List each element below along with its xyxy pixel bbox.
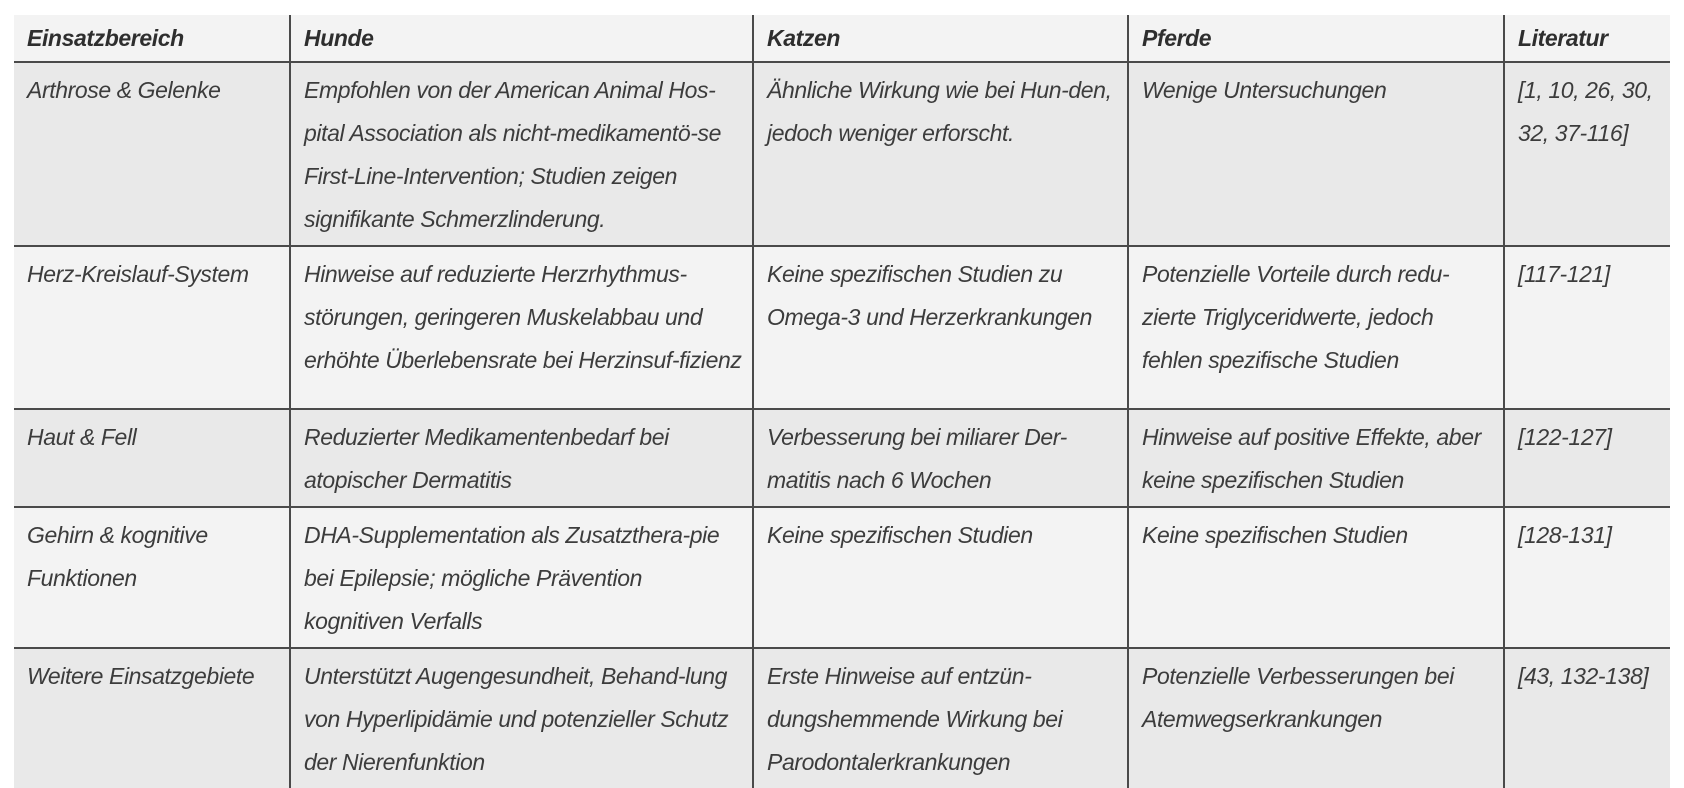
cell-refs: [128-131] [1504,507,1670,648]
header-hunde: Hunde [290,15,753,62]
table-row [14,409,1670,507]
header-literatur: Literatur [1504,15,1670,62]
cell-dogs: Unterstützt Augengesundheit, Behand-lung von Hyperlipidämie und potenzieller Schutz der Nierenfunktion [290,648,753,788]
cell-dogs: Hinweise auf reduzierte Herzrhythmus-störungen, geringeren Muskelabbau und erhöhte Überlebensrate bei Herzinsuf-fizienz [290,246,753,409]
cell-area: Arthrose & Gelenke [14,62,290,246]
cell-area: Herz-Kreislauf-System [14,246,290,409]
omega3-comparison-table-container [14,15,1670,788]
cell-dogs: Empfohlen von der American Animal Hos-pital Association als nicht-medikamentö-se First-Line-Intervention; Studien zeigen signifikante Schmerzlinderung. [290,62,753,246]
cell-dogs: DHA-Supplementation als Zusatzthera-pie bei Epilepsie; mögliche Prävention kognitiven Verfalls [290,507,753,648]
table-row [14,648,1670,788]
omega3-comparison-table [14,15,1670,788]
cell-refs: [1, 10, 26, 30, 32, 37-116] [1504,62,1670,246]
cell-cats: Erste Hinweise auf entzün-dungshemmende Wirkung bei Parodontalerkrankungen [753,648,1128,788]
table-body [14,62,1670,788]
cell-cats: Keine spezifischen Studien zu Omega-3 und Herzerkrankungen [753,246,1128,409]
cell-horses: Potenzielle Verbesserungen bei Atemwegserkrankungen [1128,648,1504,788]
table-row [14,246,1670,409]
cell-cats: Keine spezifischen Studien [753,507,1128,648]
cell-refs: [117-121] [1504,246,1670,409]
table-header [14,15,1670,62]
cell-area: Gehirn & kognitive Funktionen [14,507,290,648]
header-einsatzbereich: Einsatzbereich [14,15,290,62]
cell-area: Weitere Einsatzgebiete [14,648,290,788]
cell-cats: Ähnliche Wirkung wie bei Hun-den, jedoch weniger erforscht. [753,62,1128,246]
cell-horses: Wenige Untersuchungen [1128,62,1504,246]
cell-horses: Potenzielle Vorteile durch redu-zierte Triglyceridwerte, jedoch fehlen spezifische Studien [1128,246,1504,409]
cell-horses: Keine spezifischen Studien [1128,507,1504,648]
cell-refs: [43, 132-138] [1504,648,1670,788]
cell-cats: Verbesserung bei miliarer Der-matitis nach 6 Wochen [753,409,1128,507]
cell-refs: [122-127] [1504,409,1670,507]
cell-dogs: Reduzierter Medikamentenbedarf bei atopischer Dermatitis [290,409,753,507]
header-pferde: Pferde [1128,15,1504,62]
table-row [14,62,1670,246]
table-row [14,507,1670,648]
header-row [14,15,1670,62]
cell-horses: Hinweise auf positive Effekte, aber keine spezifischen Studien [1128,409,1504,507]
header-katzen: Katzen [753,15,1128,62]
cell-area: Haut & Fell [14,409,290,507]
